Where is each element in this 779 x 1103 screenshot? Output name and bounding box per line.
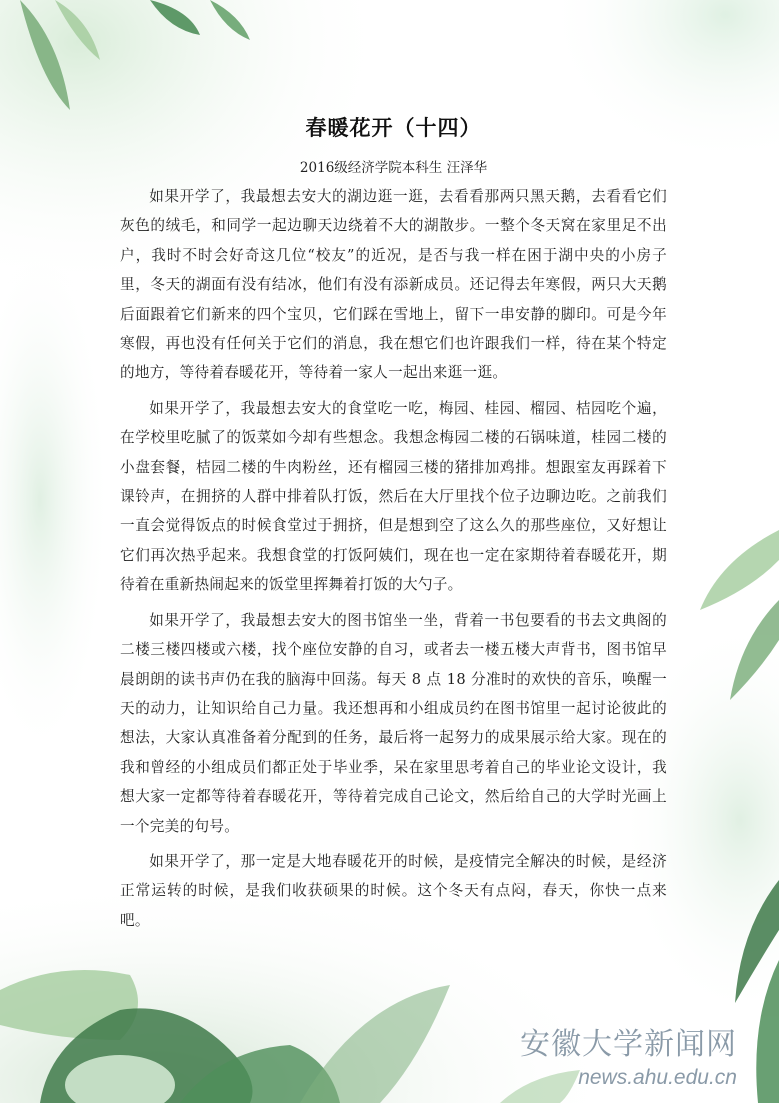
article (120, 112, 667, 941)
article-paragraph: 如果开学了，我最想去安大的图书馆坐一坐，背着一书包要看的书去文典阁的二楼三楼四楼或六楼，找个座位安静的自习，或者去一楼五楼大声背书，图书馆早晨朗朗的读书声仍在我的脑海中回荡。每天 8 点 18 分准时的欢快的音乐，唤醒一天的动力，让知识给自己力量。我还想再和小组成员约在图书馆里一起讨论彼此的想法，大家认真准备着分配到的任务，最后将一起努力的成果展示给大家。现在的我和曾经的小组成员们都正处于毕业季，呆在家里思考着自己的毕业论文设计，我想大家一定都等待着春暖花开，等待着完成自己论文，然后给自己的大学时光画上一个完美的句号。 (120, 611, 667, 835)
article-title: 春暖花开（十四） (305, 116, 482, 140)
watermark-site-name: 安徽大学新闻网 (520, 1027, 737, 1062)
article-paragraph: 如果开学了，我最想去安大的湖边逛一逛，去看看那两只黑天鹅，去看看它们灰色的绒毛，和同学一起边聊天边绕着不大的湖散步。一整个冬天窝在家里足不出户，我时不时会好奇这几位“校友”的近况，是否与我一样在困于湖中央的小房子里，冬天的湖面有没有结冰，他们有没有添新成员。还记得去年寒假，两只大天鹅后面跟着它们新来的四个宝贝，它们踩在雪地上，留下一串安静的脚印。可是今年寒假，再也没有任何关于它们的消息，我在想它们也许跟我们一样，待在某个特定的地方，等待着春暖花开，等待着一家人一起出来逛一逛。 (120, 188, 667, 382)
article-paragraph: 如果开学了，那一定是大地春暖花开的时候，是疫情完全解决的时候，是经济正常运转的时候，是我们收获硕果的时候。这个冬天有点闷，春天，你快一点来吧。 (120, 852, 667, 929)
article-author: 2016级经济学院本科生 汪泽华 (299, 160, 488, 176)
watermark-site-url: news.ahu.edu.cn (578, 1066, 737, 1089)
site-watermark (520, 1028, 737, 1090)
article-paragraph: 如果开学了，我最想去安大的食堂吃一吃，梅园、桂园、榴园、桔园吃个遍，在学校里吃腻了的饭菜如今却有些想念。我想念梅园二楼的石锅味道，桂园二楼的小盘套餐，桔园二楼的牛肉粉丝，还有榴园三楼的猪排加鸡排。想跟室友再踩着下课铃声，在拥挤的人群中排着队打饭，然后在大厅里找个位子边聊边吃。之前我们一直会觉得饭点的时候食堂过于拥挤，但是想到空了这么久的那些座位，又好想让它们再次热乎起来。我想食堂的打饭阿姨们，现在也一定在家期待着春暖花开，期待着在重新热闹起来的饭堂里挥舞着打饭的大勺子。 (120, 399, 667, 594)
